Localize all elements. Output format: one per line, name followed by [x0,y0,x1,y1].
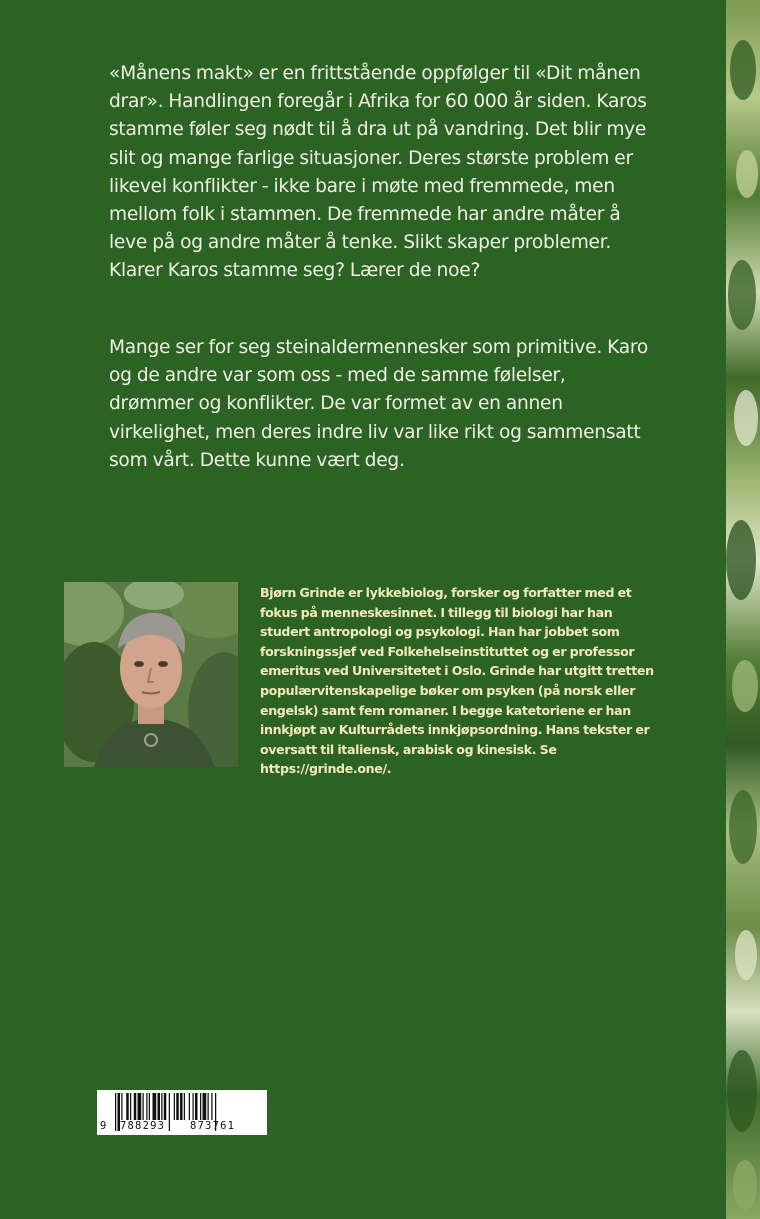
barcode-bar [161,1093,162,1120]
barcode-bar [153,1093,157,1120]
barcode-bar [195,1093,198,1120]
barcode-bar [126,1093,129,1120]
author-bio: Bjørn Grinde er lykkebiolog, forsker og forfatter med et fokus på menneskesinnet. I tillegg til biologi har han studert antropologi og psykologi. Han har jobbet som forskningssjef ved Folkehelseinstituttet og er professor emeritus ved Universitetet i Oslo. Grinde har utgitt tretten populærvitenskapelige bøker om psyken (på norsk eller engelsk) samt fem romaner. I begge katetoriene er han innkjøpt av Kulturrådets innkjøpsordning. Hans tekster er oversatt til italiensk, arabisk og kinesisk. Se https://grinde.one/. [260,585,654,777]
leaf-decoration [726,520,756,600]
barcode-bar [158,1093,161,1120]
author-portrait-icon [64,582,238,767]
barcode-bar [143,1093,144,1120]
barcode-bar [115,1093,116,1131]
leaf-decoration [736,150,758,198]
leaf-decoration [734,390,758,446]
barcode-digit-group-1: 788293 [120,1120,166,1132]
barcode-bar [174,1093,175,1120]
barcode-bar [169,1093,170,1131]
leaf-decoration [735,930,757,980]
barcode-bar [130,1093,131,1120]
cover-photo-strip [726,0,760,1219]
barcode-bar [189,1093,190,1120]
leaf-decoration [730,40,756,100]
barcode-bar [211,1093,212,1120]
barcode-bar [184,1093,185,1120]
barcode-bar [193,1093,194,1120]
leaf-decoration [729,790,757,864]
barcode-bar [121,1093,122,1120]
barcode-bar [176,1093,179,1120]
leaf-decoration [727,1050,757,1132]
barcode-bar [200,1093,201,1120]
barcode-digit-group-2: 873761 [190,1120,236,1132]
blurb-paragraph-1: «Månens makt» er en frittstående oppfølger til «Dit månen drar». Handlingen foregår i Afrika for 60 000 år siden. Karos stamme føler seg nødt til å dra ut på vandring. Det blir mye slit og mange farlige situasjoner. Deres største problem er likevel konflikter - ikke bare i møte med fremmede, men mellom folk i stammen. De fremmede har andre måter å leve på og andre måter å tenke. Slikt skaper problemer. Klarer Karos stamme seg? Lærer de noe? [109,63,647,282]
leaf-decoration [733,1160,757,1210]
barcode-bar [134,1093,137,1120]
barcode-bar [149,1093,150,1120]
barcode-bar [180,1093,183,1120]
barcode-bar [203,1093,207,1120]
barcode-bar [146,1093,147,1120]
author-photo [64,582,238,767]
leaf-decoration [728,260,756,330]
isbn-barcode [97,1090,267,1135]
blurb-paragraph-2: Mange ser for seg steinaldermennesker som primitive. Karo og de andre var som oss - med de samme følelser, drømmer og konflikter. De var formet av en annen virkelighet, men deres indre liv var like rikt og sammensatt som vårt. Dette kunne vært deg. [109,337,649,471]
barcode-bar [208,1093,209,1120]
barcode-first-digit: 9 [100,1120,108,1132]
leaf-decoration [732,660,758,712]
barcode-bar [138,1093,142,1120]
barcode-bar [164,1093,167,1120]
